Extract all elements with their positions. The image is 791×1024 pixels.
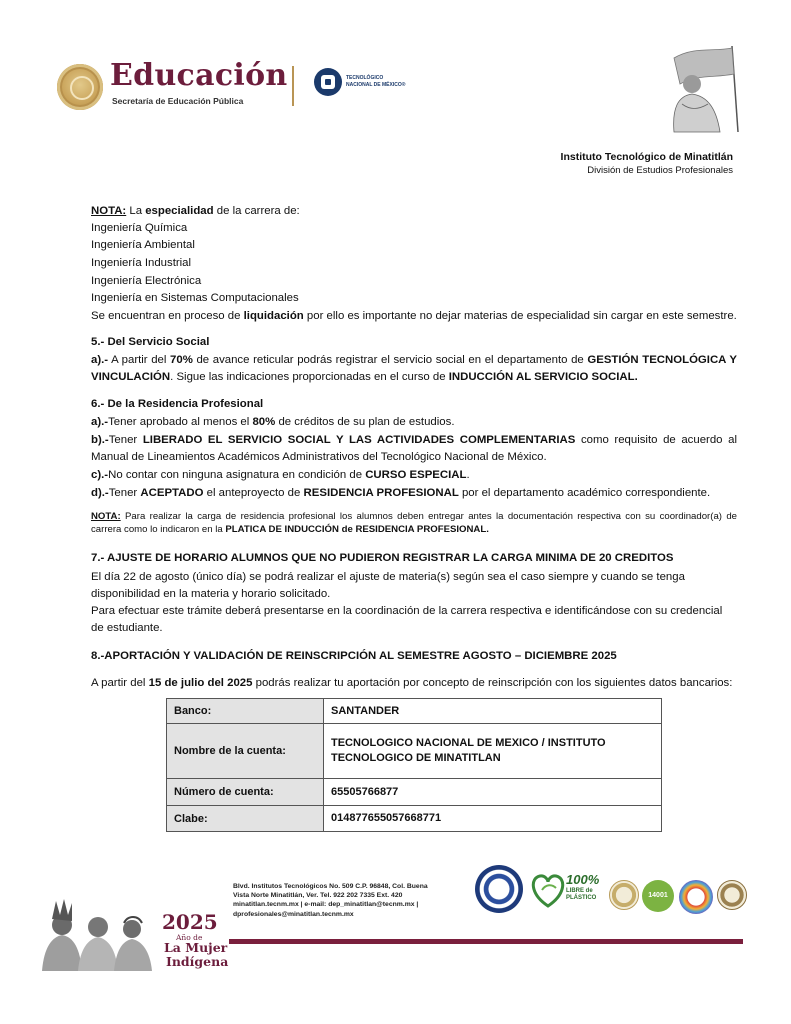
tecnm-logo <box>314 68 342 96</box>
section-7-paragraph-1: El día 22 de agosto (único día) se podrá realizar el ajuste de materia(s) según sea el caso siempre y cuando se tenga disponibilidad en la materia y horario solicitado. <box>91 571 685 600</box>
sep-subtitle: Secretaría de Educación Pública <box>112 96 244 106</box>
bank-label: Banco: <box>167 699 324 724</box>
table-row <box>167 699 662 724</box>
ano-de-text: Año de <box>176 933 203 942</box>
section-5-title: 5.- Del Servicio Social <box>91 336 210 348</box>
career-item: Ingeniería Química <box>91 222 188 234</box>
career-item: Ingeniería Ambiental <box>91 239 195 251</box>
career-item: Ingeniería en Sistemas Computacionales <box>91 292 299 304</box>
equity-seal-icon <box>679 880 713 914</box>
patria-illustration <box>654 44 740 134</box>
section-7-paragraph-2: Para efectuar este trámite deberá presentarse en la coordinación de la carrera respectiva e identificándose con su credencial de estudiante. <box>91 605 723 634</box>
footer-address: Blvd. Institutos Tecnológicos No. 509 C.P. 96848, Col. Buena Vista Norte Minatitlán, Ver. Tel. 922 202 7335 Ext. 420 minatitlan.tecnm.mx | e-mail: dep_minatitlan@tecnm.mx | dprofesionales@minatitlan.tecnm.mx <box>233 883 428 918</box>
indigenous-women-illustration <box>40 897 160 971</box>
career-item: Ingeniería Electrónica <box>91 275 202 287</box>
certification-badge-icon <box>717 880 747 910</box>
section-6-item-a: a).-Tener aprobado al menos el 80% de créditos de su plan de estudios. <box>91 416 455 428</box>
table-row <box>167 724 662 779</box>
clabe-label: Clabe: <box>167 806 324 832</box>
footer-divider <box>229 939 743 944</box>
account-number-value: 65505766877 <box>324 779 662 806</box>
account-number-label: Número de cuenta: <box>167 779 324 806</box>
tecnm-logo-text: TECNOLÓGICO NACIONAL DE MÉXICO® <box>346 75 406 88</box>
career-item: Ingeniería Industrial <box>91 257 192 269</box>
division-name: División de Estudios Profesionales <box>587 165 733 176</box>
educacion-logo-text: Educación <box>110 58 288 93</box>
bank-value: SANTANDER <box>324 699 662 724</box>
section-8-intro: A partir del 15 de julio del 2025 podrás realizar tu aportación por concepto de reinscripción con los siguientes datos bancarios: <box>91 677 733 689</box>
table-row <box>167 779 662 806</box>
certification-seal-icon <box>475 865 523 913</box>
section-6-title: 6.- De la Residencia Profesional <box>91 398 264 410</box>
section-6-item-d: d).-Tener ACEPTADO el anteproyecto de RESIDENCIA PROFESIONAL por el departamento académico correspondiente. <box>91 487 711 499</box>
section-6-item-b: b).-Tener LIBERADO EL SERVICIO SOCIAL Y LAS ACTIVIDADES COMPLEMENTARIAS como requisito de acuerdo al Manual de Lineamientos Académicos Administrativos del Tecnológico Nacional de México. <box>91 434 737 463</box>
bank-details-table <box>166 698 662 832</box>
header-divider <box>292 66 294 106</box>
section-6-item-c: c).-No contar con ninguna asignatura en condición de CURSO ESPECIAL. <box>91 469 470 481</box>
section-5-paragraph: a).- A partir del 70% de avance reticular podrás registrar el servicio social en el departamento de GESTIÓN TECNOLÓGICA Y VINCULACIÓN. Sigue las indicaciones proporcionadas en el curso de INDUCCIÓN AL SERVICIO SOCIAL. <box>91 354 737 383</box>
institute-name: Instituto Tecnológico de Minatitlán <box>560 151 733 163</box>
section-7-title: 7.- AJUSTE DE HORARIO ALUMNOS QUE NO PUDIERON REGISTRAR LA CARGA MINIMA DE 20 CREDITOS <box>91 552 674 564</box>
clabe-value: 014877655057668771 <box>324 806 662 832</box>
libre-plastico-badge: 100% LIBRE de PLÁSTICO <box>528 866 604 916</box>
la-mujer-text: La Mujer <box>164 940 228 955</box>
account-name-label: Nombre de la cuenta: <box>167 724 324 779</box>
account-name-value: TECNOLOGICO NACIONAL DE MEXICO / INSTITUTO TECNOLOGICO DE MINATITLAN <box>324 724 662 779</box>
leaf-heart-icon <box>528 870 568 910</box>
table-row <box>167 806 662 832</box>
nota-residencia: NOTA: Para realizar la carga de residencia profesional los alumnos deben entregar antes la documentación respectiva con su coordinador(a) de carrera como lo indicaron en la PLATICA DE INDUCCIÓN de RESIDENCIA PROFESIONAL. <box>91 511 737 535</box>
year-2025: 2025 <box>162 910 218 934</box>
section-8-title: 8.-APORTACIÓN Y VALIDACIÓN DE REINSCRIPCIÓN AL SEMESTRE AGOSTO – DICIEMBRE 2025 <box>91 650 617 662</box>
indigena-text: Indígena <box>166 954 229 969</box>
liquidacion-note: Se encuentran en proceso de liquidación por ello es importante no dejar materias de especialidad sin cargar en este semestre. <box>91 310 737 322</box>
quality-seal-icon <box>609 880 639 910</box>
nota-especialidad: NOTA: La especialidad de la carrera de: <box>91 205 300 217</box>
iso-14001-badge: 14001 <box>642 880 674 912</box>
mexico-seal-logo <box>57 64 103 110</box>
